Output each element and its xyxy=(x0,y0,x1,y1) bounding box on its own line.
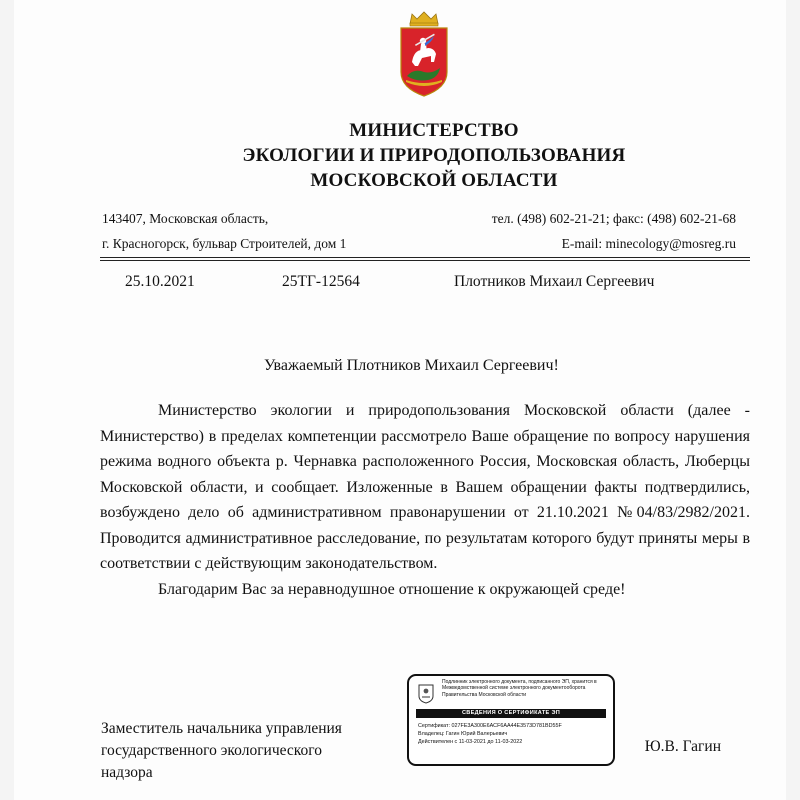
letter-recipient: Плотников Михаил Сергеевич xyxy=(454,273,655,290)
letter-number: 25ТГ-12564 xyxy=(282,273,360,290)
body-paragraph-1: Министерство экологии и природопользования Московской области (далее - Министерство) в пределах компетенции рассмотрело Ваше обращение по вопросу нарушения режима водного объекта р. Чернавка расположенного Россия, Московская область, Люберцы Московской области, и сообщает. Изложенные в Вашем обращении факты подтвердились, возбуждено дело об административном правонарушении от 21.10.2021 №04/83/2982/2021. Проводится административное расследование, по результатам которого будут приняты меры в соответствии с действующим законодательством. xyxy=(100,402,750,572)
electronic-signature-stamp xyxy=(407,674,615,766)
email: E-mail: minecology@mosreg.ru xyxy=(561,236,736,251)
stamp-title: СВЕДЕНИЯ О СЕРТИФИКАТЕ ЭП xyxy=(416,709,606,718)
moscow-region-coat-of-arms-icon xyxy=(398,10,450,98)
signer-title-line3: надзора xyxy=(101,764,153,781)
postal-address xyxy=(102,206,346,256)
certificate-owner: Владелец: Гагин Юрий Валерьевич xyxy=(418,731,508,737)
letter-page xyxy=(14,0,786,800)
signer-title-line2: государственного экологического xyxy=(101,742,323,759)
stamp-notice: Подлинник электронного документа, подписанного ЭП, хранится в Межведомственной системе электронного документооборота Правительства Московской области xyxy=(442,679,597,698)
certificate-number: Сертификат: 027FE3A300E6ACF6AA44E3573D781BD55F xyxy=(418,723,562,729)
contact-info xyxy=(492,206,736,256)
phone-fax: тел. (498) 602-21-21; факс: (498) 602-21-68 xyxy=(491,211,736,226)
stamp-details xyxy=(418,722,610,746)
body-paragraph-2: Благодарим Вас за неравнодушное отношение к окружающей среде! xyxy=(158,580,626,598)
address-line2: г. Красногорск, бульвар Строителей, дом 1 xyxy=(102,236,347,251)
coat-of-arms-small-icon xyxy=(417,682,435,704)
ministry-header xyxy=(14,118,800,193)
ministry-name-line1: МИНИСТЕРСТВО xyxy=(349,120,519,141)
ministry-name-line2: ЭКОЛОГИИ И ПРИРОДОПОЛЬЗОВАНИЯ xyxy=(242,145,626,166)
header-divider-second xyxy=(100,260,750,261)
letter-body xyxy=(100,398,750,602)
certificate-validity: Действителен с 11-03-2021 до 11-03-2022 xyxy=(418,739,523,745)
ministry-name-line3: МОСКОВСКОЙ ОБЛАСТИ xyxy=(310,170,558,191)
greeting: Уважаемый Плотников Михаил Сергеевич! xyxy=(264,357,559,374)
signer-name: Ю.В. Гагин xyxy=(644,738,721,755)
signer-title xyxy=(101,718,342,784)
header-divider xyxy=(100,257,750,258)
letter-date: 25.10.2021 xyxy=(125,273,195,290)
signer-title-line1: Заместитель начальника управления xyxy=(101,720,342,737)
address-line1: 143407, Московская область, xyxy=(102,211,269,226)
